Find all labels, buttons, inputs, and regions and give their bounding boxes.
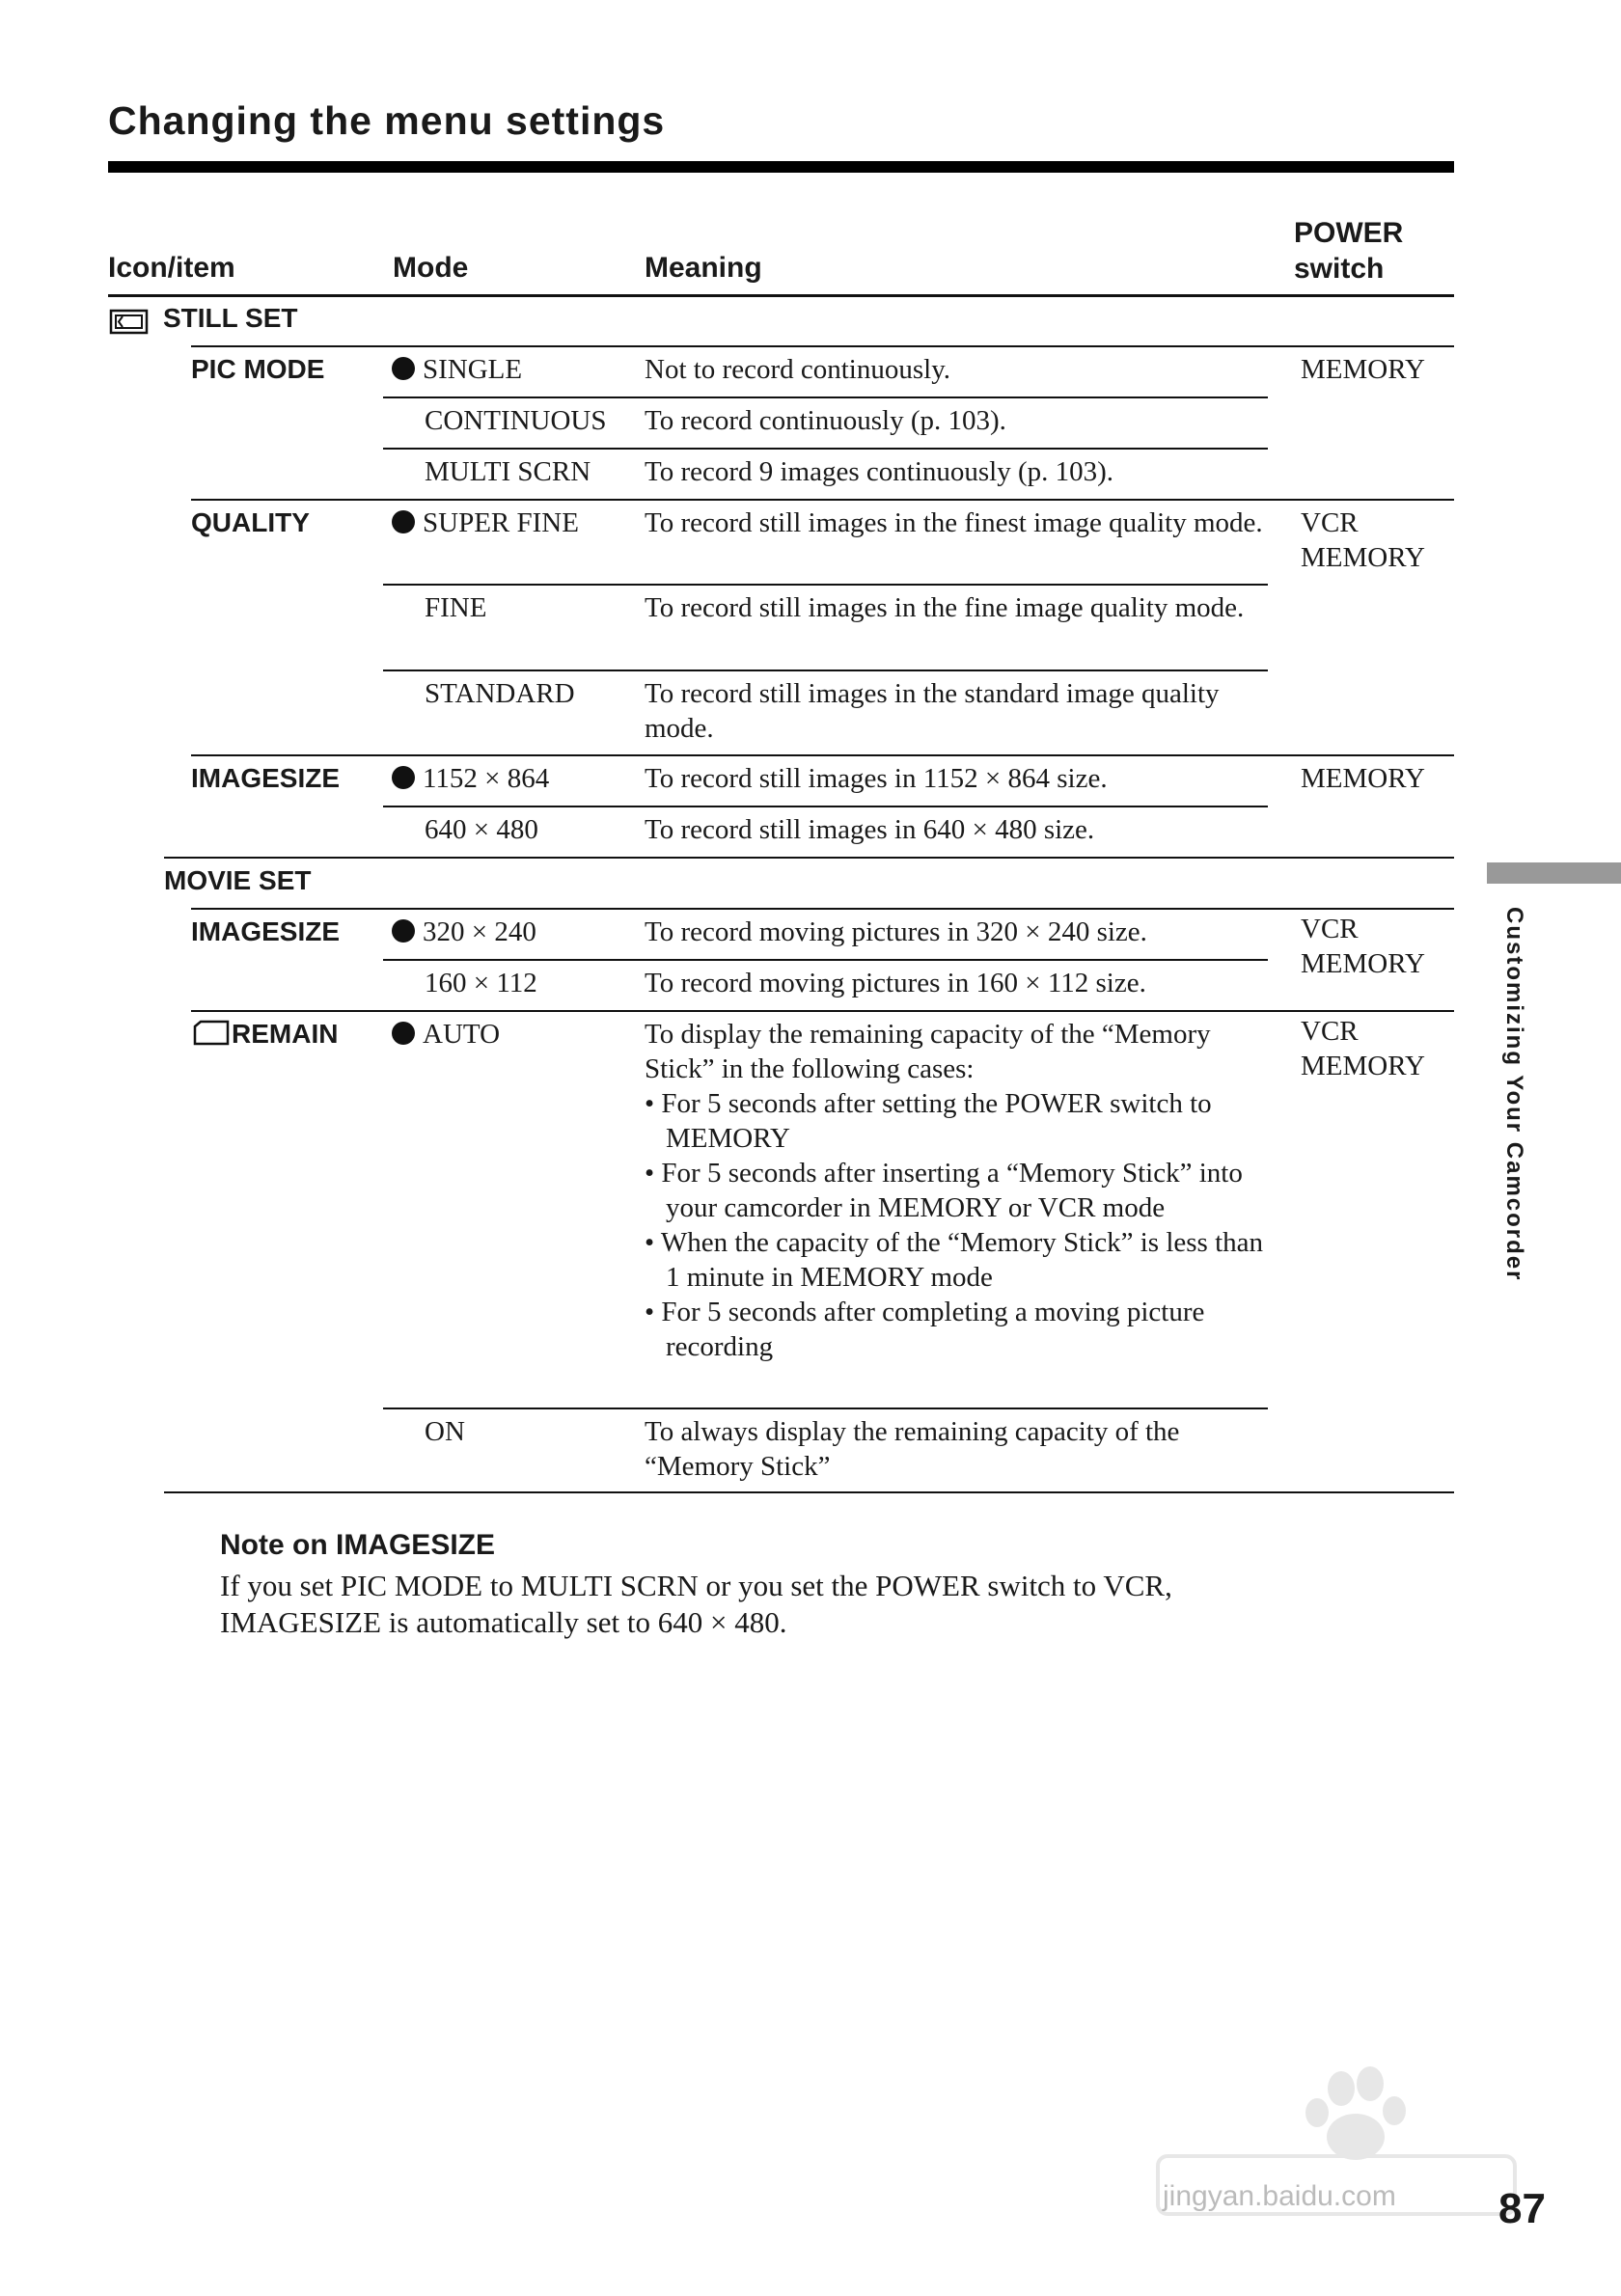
row-rule [383, 396, 1268, 398]
pic-mode-multi-scrn-meaning: To record 9 images continuously (p. 103). [645, 456, 1114, 487]
quality-power: VCR MEMORY [1301, 507, 1425, 573]
row-rule [191, 908, 1454, 910]
quality-label: QUALITY [191, 507, 310, 537]
row-rule [383, 959, 1268, 961]
pic-mode-continuous: CONTINUOUS [425, 405, 607, 436]
default-dot-icon [392, 1022, 415, 1045]
imagesize-320-meaning: To record moving pictures in 320 × 240 size. [645, 916, 1147, 947]
header-power-switch: POWER switch [1294, 217, 1404, 285]
page-number: 87 [1498, 2185, 1546, 2232]
remain-power: VCR MEMORY [1301, 1016, 1425, 1081]
row-rule [164, 857, 1454, 859]
header-meaning: Meaning [645, 252, 762, 284]
pic-mode-single-meaning: Not to record continuously. [645, 354, 951, 385]
default-dot-icon [392, 766, 415, 789]
imagesize-still-label: IMAGESIZE [191, 763, 341, 793]
imagesize-640-meaning: To record still images in 640 × 480 size. [645, 814, 1095, 845]
pic-mode-power: MEMORY [1301, 354, 1425, 385]
imagesize-still-power: MEMORY [1301, 763, 1425, 794]
page-title: Changing the menu settings [108, 98, 666, 143]
imagesize-movie-power: VCR MEMORY [1301, 914, 1425, 979]
remain-item [191, 1017, 338, 1052]
table-bottom-rule [164, 1491, 1454, 1493]
remain-on-meaning: To always display the remaining capacity of the “Memory Stick” [645, 1416, 1180, 1482]
list-item: • For 5 seconds after completing a moving picture recording [645, 1297, 1205, 1362]
quality-fine-meaning: To record still images in the fine image quality mode. [645, 592, 1245, 623]
default-dot-icon [392, 357, 415, 380]
side-tab-bar [1487, 862, 1621, 884]
imagesize-1152: 1152 × 864 [392, 761, 549, 796]
imagesize-1152-meaning: To record still images in 1152 × 864 size. [645, 763, 1108, 794]
quality-super-fine: SUPER FINE [392, 506, 579, 540]
note-title: Note on IMAGESIZE [220, 1529, 495, 1561]
quality-standard: STANDARD [425, 678, 575, 709]
default-dot-icon [392, 510, 415, 533]
pic-mode-multi-scrn: MULTI SCRN [425, 456, 591, 487]
header-rule [108, 294, 1454, 297]
quality-fine: FINE [425, 592, 487, 623]
list-item: • For 5 seconds after inserting a “Memory Stick” into your camcorder in MEMORY or VCR mode [645, 1158, 1243, 1223]
row-rule [383, 806, 1268, 807]
row-rule [191, 1010, 1454, 1012]
imagesize-160: 160 × 112 [425, 968, 537, 998]
still-set-label: STILL SET [163, 303, 298, 333]
remain-auto-meaning [645, 1017, 1281, 1364]
memory-stick-icon [191, 1019, 232, 1048]
row-rule [191, 499, 1454, 501]
title-rule [108, 161, 1454, 173]
quality-super-fine-meaning: To record still images in the finest image quality mode. [645, 507, 1263, 538]
quality-standard-meaning: To record still images in the standard image quality mode. [645, 678, 1220, 744]
default-dot-icon [392, 919, 415, 943]
side-tab-label: Customizing Your Camcorder [1501, 907, 1527, 1282]
movie-set-label: MOVIE SET [164, 865, 312, 895]
row-rule [191, 754, 1454, 756]
list-item: • When the capacity of the “Memory Stick” is less than 1 minute in MEMORY mode [645, 1227, 1263, 1293]
header-mode: Mode [393, 252, 469, 284]
remain-on: ON [425, 1416, 465, 1447]
pic-mode-single: SINGLE [392, 352, 522, 387]
pic-mode-continuous-meaning: To record continuously (p. 103). [645, 405, 1006, 436]
watermark-text: jingyan.baidu.com [1163, 2180, 1396, 2212]
note-body: If you set PIC MODE to MULTI SCRN or you set the POWER switch to VCR, IMAGESIZE is automatically set to 640 × 480. [220, 1569, 1172, 1639]
row-rule [383, 670, 1268, 671]
row-rule [383, 1408, 1268, 1409]
imagesize-movie-label: IMAGESIZE [191, 916, 341, 946]
remain-auto-intro: To display the remaining capacity of the “Memory Stick” in the following cases: [645, 1019, 1211, 1084]
imagesize-160-meaning: To record moving pictures in 160 × 112 size. [645, 968, 1146, 998]
remain-auto: AUTO [392, 1017, 500, 1052]
imagesize-640: 640 × 480 [425, 814, 538, 845]
row-rule [191, 345, 1454, 347]
still-set-icon [109, 307, 150, 336]
remain-label: REMAIN [232, 1019, 339, 1049]
pic-mode-label: PIC MODE [191, 354, 325, 384]
imagesize-320: 320 × 240 [392, 915, 536, 949]
list-item: • For 5 seconds after setting the POWER switch to MEMORY [645, 1088, 1212, 1154]
row-rule [383, 584, 1268, 586]
header-icon-item: Icon/item [108, 252, 235, 284]
row-rule [383, 448, 1268, 450]
